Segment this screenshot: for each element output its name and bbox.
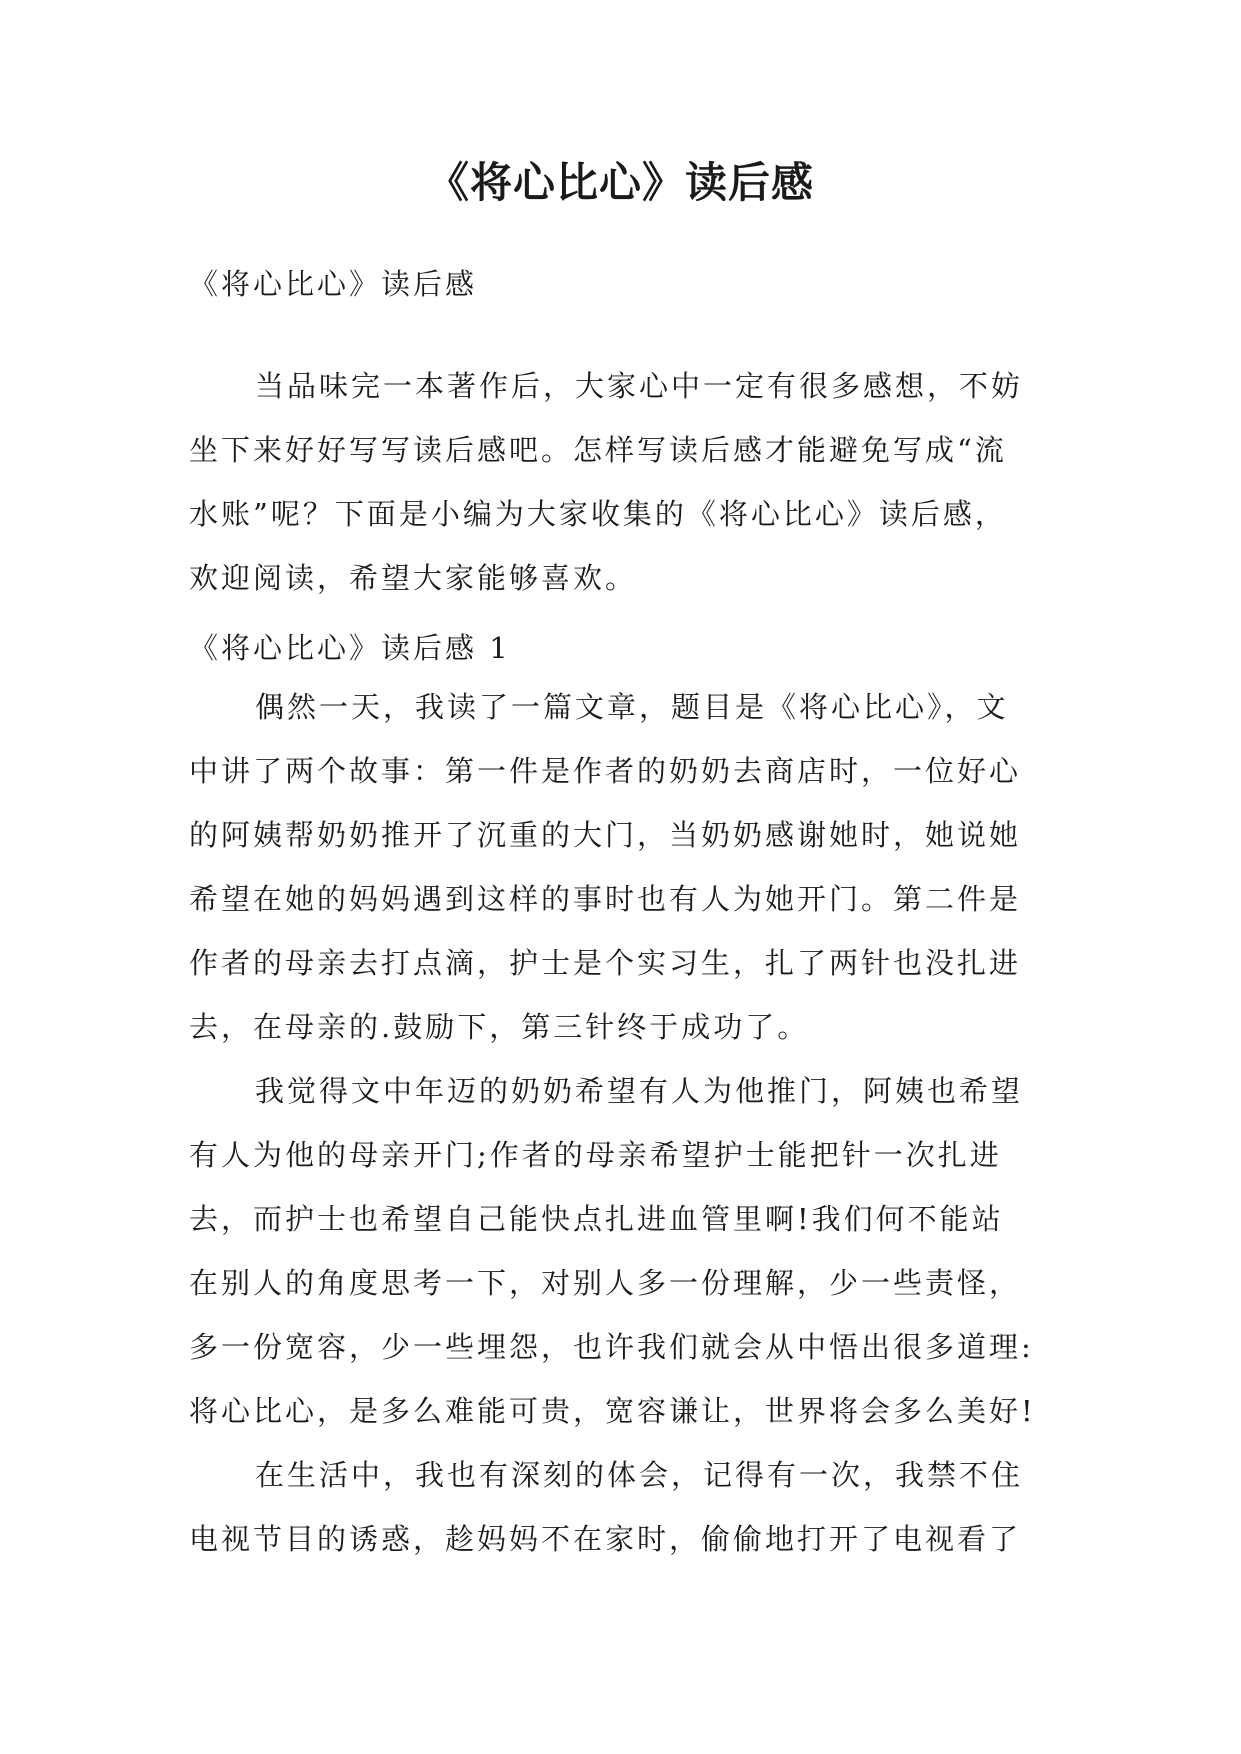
paragraph-line: 我觉得文中年迈的奶奶希望有人为他推门，阿姨也希望 bbox=[255, 1074, 1024, 1108]
intro-line: 当品味完一本著作后，大家心中一定有很多感想，不妨 bbox=[255, 369, 1024, 403]
paragraph-line: 在别人的角度思考一下，对别人多一份理解，少一些责怪， bbox=[189, 1266, 1022, 1300]
section-heading bbox=[189, 616, 1069, 680]
paragraph-line: 的阿姨帮奶奶推开了沉重的大门，当奶奶感谢她时，她说她 bbox=[189, 818, 1022, 852]
document-title: 《将心比心》读后感 bbox=[426, 158, 814, 207]
paragraph-line: 希望在她的妈妈遇到这样的事时也有人为她开门。第二件是 bbox=[189, 882, 1022, 916]
document-subtitle bbox=[189, 252, 1069, 316]
paragraph-line: 作者的母亲去打点滴，护士是个实习生，扎了两针也没扎进 bbox=[189, 946, 1022, 980]
paragraph-2 bbox=[189, 1059, 1069, 1443]
intro-line: 坐下来好好写写读后感吧。怎样写读后感才能避免写成“流 bbox=[189, 433, 1007, 467]
paragraph-line: 去，而护士也希望自己能快点扎进血管里啊!我们何不能站 bbox=[189, 1202, 1004, 1236]
subtitle-line: 《将心比心》读后感 bbox=[189, 267, 478, 301]
paragraph-line: 电视节目的诱惑，趁妈妈不在家时，偷偷地打开了电视看了 bbox=[189, 1522, 1022, 1556]
intro-line: 欢迎阅读，希望大家能够喜欢。 bbox=[189, 561, 638, 595]
paragraph-line: 偶然一天，我读了一篇文章，题目是《将心比心》，文 bbox=[255, 690, 1009, 724]
section-heading-text: 《将心比心》读后感 1 bbox=[189, 631, 511, 665]
intro-line: 水账”呢？下面是小编为大家收集的《将心比心》读后感， bbox=[189, 497, 1007, 531]
paragraph-line: 多一份宽容，少一些埋怨，也许我们就会从中悟出很多道理: bbox=[189, 1330, 1034, 1364]
intro-paragraph bbox=[189, 354, 1069, 610]
paragraph-1 bbox=[189, 675, 1069, 1059]
paragraph-line: 在生活中，我也有深刻的体会，记得有一次，我禁不住 bbox=[255, 1458, 1024, 1492]
paragraph-line: 将心比心，是多么难能可贵，宽容谦让，世界将会多么美好! bbox=[189, 1394, 1036, 1428]
paragraph-3 bbox=[189, 1443, 1069, 1571]
paragraph-line: 中讲了两个故事：第一件是作者的奶奶去商店时，一位好心 bbox=[189, 754, 1022, 788]
paragraph-line: 有人为他的母亲开门;作者的母亲希望护士能把针一次扎进 bbox=[189, 1138, 1002, 1172]
paragraph-line: 去，在母亲的.鼓励下，第三针终于成功了。 bbox=[189, 1010, 810, 1044]
